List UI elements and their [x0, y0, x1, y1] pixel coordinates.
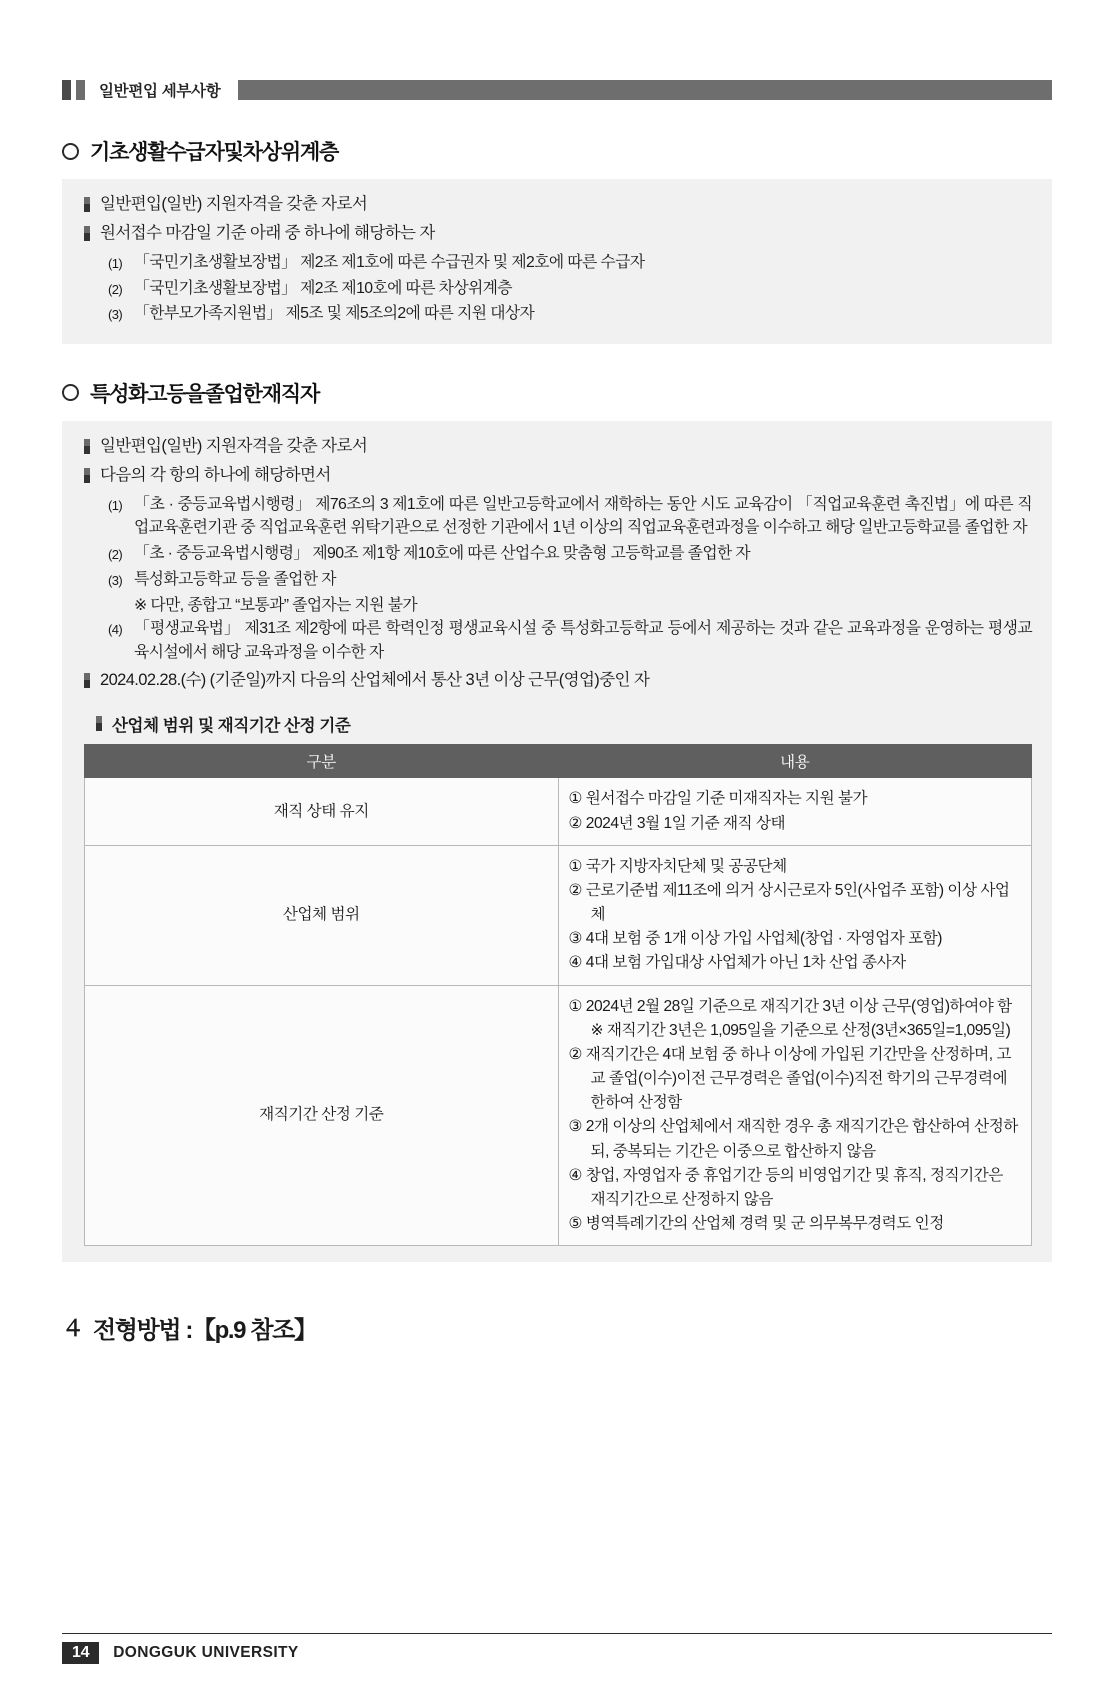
section-vocational-highschool	[62, 378, 1052, 1262]
list-item	[108, 302, 1032, 326]
bullet-text: 원서접수 마감일 기준 아래 중 하나에 해당하는 자	[100, 223, 435, 242]
table-row	[85, 985, 1032, 1246]
table-row-content	[558, 778, 1032, 845]
square-bullet-icon	[96, 716, 102, 731]
circle-bullet-icon	[62, 143, 79, 160]
list-marker: (1)	[108, 255, 123, 271]
list-marker: (3)	[108, 307, 123, 323]
page-footer	[62, 1633, 1052, 1664]
square-bullet-icon	[84, 468, 90, 483]
section-title: 특성화고등을졸업한재직자	[90, 382, 320, 406]
section-heading	[62, 378, 1052, 408]
table-line: ② 재직기간은 4대 보험 중 하나 이상에 가입된 기간만을 산정하며, 고교 졸업(이수)이전 근무경력은 졸업(이수)직전 학기의 근무경력에 한하여 산정함	[568, 1045, 1011, 1112]
numbered-list	[108, 251, 1032, 326]
section-body	[62, 421, 1052, 1262]
table-row-content	[558, 985, 1032, 1246]
list-text: 「평생교육법」 제31조 제2항에 따른 학력인정 평생교육시설 중 특성화고등학교 등에서 제공하는 것과 같은 교육과정을 운영하는 평생교육시설에서 해당 교육과정을 이수한 자	[134, 620, 1032, 661]
table-header-row	[85, 745, 1032, 778]
bullet-text: 2024.02.28.(수) (기준일)까지 다음의 산업체에서 통산 3년 이상 근무(영업)중인 자	[100, 670, 650, 689]
section-heading	[62, 136, 1052, 166]
header-mark-icon	[62, 80, 85, 100]
page-header	[62, 78, 1052, 102]
list-marker: (3)	[108, 572, 123, 588]
table-row-label: 재직기간 산정 기준	[85, 985, 559, 1246]
list-item	[108, 568, 1032, 592]
table-line: ② 근로기준법 제11조에 의거 상시근로자 5인(사업주 포함) 이상 사업체	[568, 881, 1010, 924]
list-item	[108, 617, 1032, 664]
section-basic-livelihood	[62, 136, 1052, 344]
list-item	[108, 542, 1032, 566]
bullet-item	[84, 435, 1032, 459]
section-body	[62, 179, 1052, 344]
table-row-label: 재직 상태 유지	[85, 778, 559, 845]
table-line: ① 원서접수 마감일 기준 미재직자는 지원 불가	[568, 790, 868, 808]
list-text: 「한부모가족지원법」 제5조 및 제5조의2에 따른 지원 대상자	[134, 305, 535, 323]
list-marker: (1)	[108, 497, 123, 513]
table-header-cell: 구분	[85, 745, 559, 778]
table-line: ① 국가 지방자치단체 및 공공단체	[568, 857, 787, 875]
table-header-cell: 내용	[558, 745, 1032, 778]
table-line: ④ 4대 보험 가입대상 사업체가 아닌 1차 산업 종사자	[568, 954, 906, 972]
numbered-list	[108, 493, 1032, 665]
header-bar	[238, 80, 1052, 100]
table-line: ② 2024년 3월 1일 기준 재직 상태	[568, 814, 786, 832]
section-number-title: 전형방법 :【p.9 참조】	[93, 1317, 317, 1345]
square-bullet-icon	[84, 439, 90, 454]
list-text: 「국민기초생활보장법」 제2조 제1호에 따른 수급권자 및 제2호에 따른 수급자	[134, 253, 645, 271]
bullet-text: 일반편입(일반) 지원자격을 갖춘 자로서	[100, 436, 368, 455]
university-name: DONGGUK UNIVERSITY	[113, 1644, 299, 1661]
table-line: ⑤ 병역특례기간의 산업체 경력 및 군 의무복무경력도 인정	[568, 1214, 944, 1232]
table-row-content	[558, 845, 1032, 985]
list-text: 「국민기초생활보장법」 제2조 제10호에 따른 차상위계층	[134, 279, 512, 297]
section-title: 기초생활수급자및차상위계층	[90, 141, 339, 164]
bullet-item	[84, 222, 1032, 246]
selection-method-heading	[62, 1310, 1052, 1345]
page-number: 14	[62, 1642, 99, 1664]
square-bullet-icon	[84, 673, 90, 688]
table-line: ① 2024년 2월 28일 기준으로 재직기간 3년 이상 근무(영업)하여야 함	[568, 997, 1012, 1015]
list-item	[108, 251, 1032, 275]
list-marker: (2)	[108, 281, 123, 297]
square-bullet-icon	[84, 226, 90, 241]
square-bullet-icon	[84, 197, 90, 212]
table-row	[85, 845, 1032, 985]
section-number-box: ４	[62, 1316, 84, 1342]
table-row	[85, 778, 1032, 845]
list-text: 「초 · 중등교육법시행령」 제90조 제1항 제10호에 따른 산업수요 맞춤형 고등학교를 졸업한 자	[134, 545, 751, 563]
list-item	[108, 277, 1032, 301]
list-text: 「초 · 중등교육법시행령」 제76조의 3 제1호에 따른 일반고등학교에서 재학하는 동안 시도 교육감이 「직업교육훈련 촉진법」에 따른 직업교육훈련기관 중 직업교육훈련 위탁기관으로 선정한 기관에서 1년 이상의 직업교육훈련과정을 이수하고 해당 일반고등학교를 졸업한 자	[134, 495, 1032, 537]
circle-bullet-icon	[62, 384, 79, 401]
bullet-item	[84, 464, 1032, 488]
list-note: ※ 다만, 종합고 “보통과” 졸업자는 지원 불가	[134, 596, 418, 614]
bullet-text: 다음의 각 항의 하나에 해당하면서	[100, 465, 331, 484]
header-tag-label: 일반편입 세부사항	[99, 83, 221, 100]
list-marker: (4)	[108, 622, 123, 638]
table-line: ④ 창업, 자영업자 중 휴업기간 등의 비영업기간 및 휴직, 정직기간은 재직기간으로 산정하지 않음	[568, 1166, 1003, 1208]
bullet-item	[84, 193, 1032, 217]
bullet-text: 일반편입(일반) 지원자격을 갖춘 자로서	[100, 195, 368, 213]
table-caption-text: 산업체 범위 및 재직기간 산정 기준	[112, 717, 351, 736]
table-line: ※ 재직기간 3년은 1,095일을 기준으로 산정(3년×365일=1,095일)	[590, 1021, 1011, 1039]
table-line: ③ 2개 이상의 산업체에서 재직한 경우 총 재직기간은 합산하여 산정하되, 중복되는 기간은 이중으로 합산하지 않음	[568, 1118, 1018, 1160]
list-marker: (2)	[108, 547, 123, 563]
industry-criteria-table	[84, 744, 1032, 1246]
table-row-label: 산업체 범위	[85, 845, 559, 985]
table-line: ③ 4대 보험 중 1개 이상 가입 사업체(창업 · 자영업자 포함)	[568, 930, 942, 948]
bullet-item	[84, 669, 1032, 693]
document-page	[0, 78, 1114, 1700]
list-item	[108, 493, 1032, 540]
table-caption	[96, 712, 1032, 736]
list-text: 특성화고등학교 등을 졸업한 자	[134, 570, 336, 588]
